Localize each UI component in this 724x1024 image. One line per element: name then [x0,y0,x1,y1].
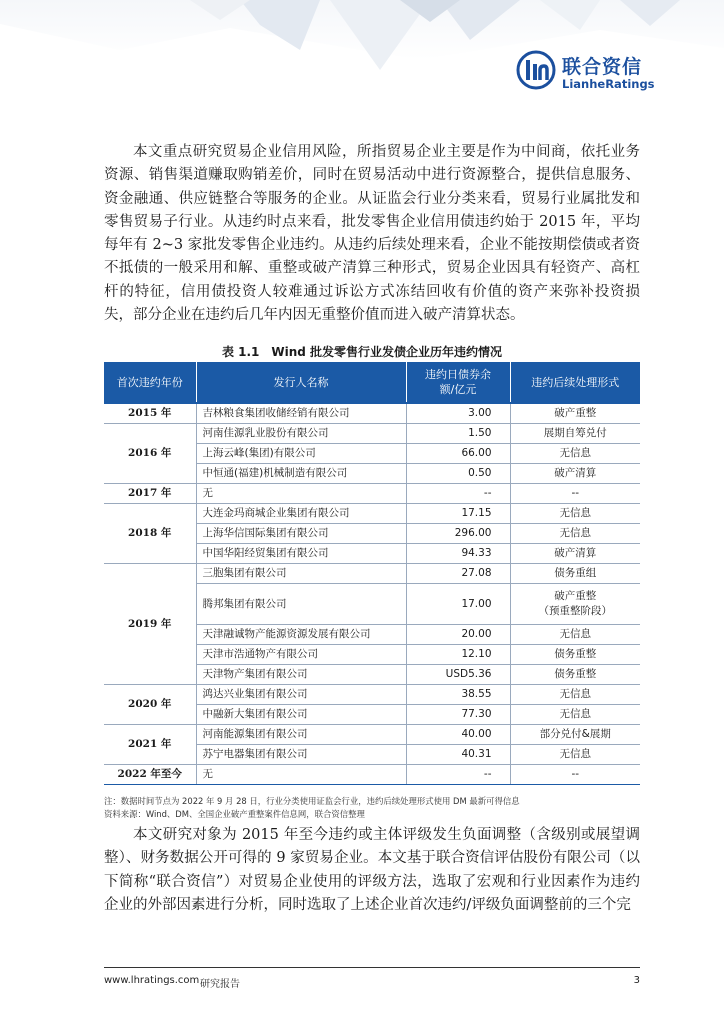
amount-cell: 20.00 [406,625,510,645]
issuer-cell: 河南佳源乳业股份有限公司 [196,424,406,444]
amount-cell: 77.30 [406,705,510,725]
handling-cell: 无信息 [510,444,640,464]
issuer-cell: 中国华阳经贸集团有限公司 [196,544,406,564]
handling-cell: 展期自筹兑付 [510,424,640,444]
handling-cell: -- [510,765,640,785]
col-header-amount-line2: 额/亿元 [439,383,477,396]
table-header-row [104,362,640,402]
amount-cell: 66.00 [406,444,510,464]
year-cell: 2018 年 [104,504,196,564]
footer-doc-type: 研究报告 [200,979,240,990]
handling-cell: 部分兑付&展期 [510,725,640,745]
year-cell: 2015 年 [104,403,196,424]
study-paragraph: 本文研究对象为 2015 年至今违约或主体评级发生负面调整（含级别或展望调整）、财务数据公开可得的 9 家贸易企业。本文基于联合资信评估股份有限公司（以下简称“联合资信”）对贸易企业使用的评级方法，选取了宏观和行业因素作为违约企业的外部因素进行分析，同时选取了上述企业首次违约/评级负面调整前的三个完 [104,827,640,913]
year-cell: 2021 年 [104,725,196,765]
amount-cell: 1.50 [406,424,510,444]
table-note [104,795,644,821]
year-cell: 2022 年至今 [104,765,196,785]
amount-cell: 94.33 [406,544,510,564]
issuer-cell: 中融新大集团有限公司 [196,705,406,725]
table-row [104,403,640,424]
col-header-handling: 违约后续处理形式 [510,362,640,402]
year-cell: 2019 年 [104,564,196,685]
handling-line-secondary: （预重整阶段） [538,605,612,617]
amount-cell: 17.15 [406,504,510,524]
table-row [104,504,640,524]
issuer-cell: 无 [196,765,406,785]
amount-cell: 40.31 [406,745,510,765]
issuer-cell: 中恒通(福建)机械制造有限公司 [196,464,406,484]
col-header-year: 首次违约年份 [104,362,196,402]
handling-cell: 债务重整 [510,665,640,685]
handling-cell: 破产清算 [510,544,640,564]
issuer-cell: 上海云峰(集团)有限公司 [196,444,406,464]
year-cell: 2016 年 [104,424,196,484]
handling-cell: 无信息 [510,524,640,544]
handling-cell: 破产清算 [510,464,640,484]
col-header-amount-line1: 违约日债券余 [425,368,491,381]
amount-cell: -- [406,765,510,785]
amount-cell: 0.50 [406,464,510,484]
year-cell: 2020 年 [104,685,196,725]
handling-cell: 无信息 [510,745,640,765]
col-header-amount [406,362,510,402]
brand-name-en: LianheRatings [562,77,655,91]
issuer-cell: 苏宁电器集团有限公司 [196,745,406,765]
issuer-cell: 天津融诚物产能源资源发展有限公司 [196,625,406,645]
footer-divider [104,967,640,968]
default-history-table [104,362,640,785]
handling-cell: 无信息 [510,625,640,645]
amount-cell: 38.55 [406,685,510,705]
handling-cell: 债务重整 [510,645,640,665]
table-caption: 表 1.1 Wind 批发零售行业发债企业历年违约情况 [221,345,503,359]
issuer-cell: 鸿达兴业集团有限公司 [196,685,406,705]
issuer-cell: 天津市浩通物产有限公司 [196,645,406,665]
handling-cell: 无信息 [510,504,640,524]
issuer-cell: 上海华信国际集团有限公司 [196,524,406,544]
table-row [104,424,640,444]
table-row [104,484,640,504]
handling-line: 破产重整 [554,590,597,602]
table-source-line: 资料来源：Wind、DM、全国企业破产重整案件信息网，联合资信整理 [104,809,365,819]
amount-cell: 3.00 [406,403,510,424]
issuer-cell: 无 [196,484,406,504]
issuer-cell: 天津物产集团有限公司 [196,665,406,685]
issuer-cell: 河南能源集团有限公司 [196,725,406,745]
header-banner [0,0,724,120]
table-row [104,564,640,584]
amount-cell: 12.10 [406,645,510,665]
year-cell: 2017 年 [104,484,196,504]
amount-cell: -- [406,484,510,504]
handling-cell [510,584,640,625]
handling-cell: 债务重组 [510,564,640,584]
issuer-cell: 腾邦集团有限公司 [196,584,406,625]
amount-cell: 27.08 [406,564,510,584]
amount-cell: 40.00 [406,725,510,745]
footer-website-link[interactable]: www.lhratings.com [104,975,200,986]
handling-cell: -- [510,484,640,504]
issuer-cell: 吉林粮食集团收储经销有限公司 [196,403,406,424]
amount-cell: 296.00 [406,524,510,544]
amount-cell: USD5.36 [406,665,510,685]
amount-cell: 17.00 [406,584,510,625]
handling-cell: 无信息 [510,705,640,725]
intro-paragraph: 本文重点研究贸易企业信用风险，所指贸易企业主要是作为中间商，依托业务资源、销售渠道赚取购销差价，同时在贸易活动中进行资源整合，提供信息服务、资金融通、供应链整合等服务的企业。从证监会行业分类来看，贸易行业属批发和零售贸易子行业。从违约时点来看，批发零售企业信用债违约始于 2015 年，平均每年有 2~3 家批发零售企业违约。从违约后续处理来看，企业不能按期偿债或者资不抵债的一般采用和解、重整或破产清算三种形式，贸易企业因具有轻资产、高杠杆的特征，信用债投资人较难通过诉讼方式冻结回收有价值的资产来弥补投资损失，部分企业在违约后几年内因无重整价值而进入破产清算状态。 [104,144,640,324]
brand-logo[interactable] [516,50,716,98]
handling-cell: 破产重整 [510,403,640,424]
table-row [104,685,640,705]
col-header-issuer: 发行人名称 [196,362,406,402]
table-row [104,725,640,745]
issuer-cell: 三胞集团有限公司 [196,564,406,584]
table-row [104,765,640,785]
table-note-line: 注：数据时间节点为 2022 年 9 月 28 日，行业分类使用证监会行业，违约后续处理形式使用 DM 最新可得信息 [104,796,520,806]
handling-cell: 无信息 [510,685,640,705]
brand-name-cn: 联合资信 [562,56,643,78]
page-number: 3 [633,975,640,986]
issuer-cell: 大连金玛商城企业集团有限公司 [196,504,406,524]
brand-mark-icon [516,50,556,90]
